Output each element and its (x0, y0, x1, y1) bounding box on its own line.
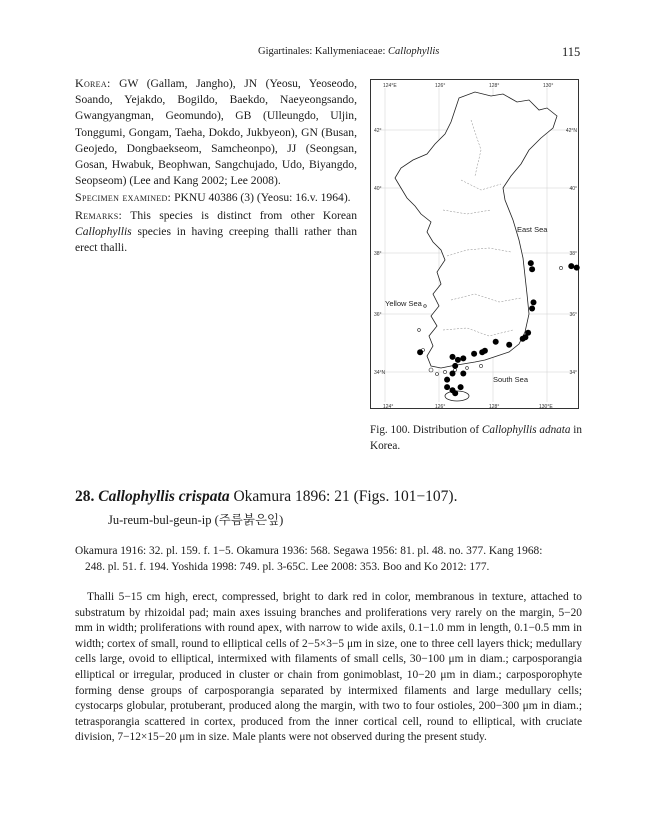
distribution-dot (506, 342, 512, 348)
lat-label: 38° (569, 251, 577, 257)
distribution-dot (452, 390, 458, 396)
references-line: 248. pl. 51. f. 194. Yoshida 1998: 749. pl. 3-65C. Lee 2008: 353. Boo and Ko 2012: 177. (85, 560, 490, 573)
specimen-paragraph: Specimen examined: PKNU 40386 (3) (Yeosu: 16.v. 1964). (75, 190, 351, 205)
distribution-map (370, 79, 579, 409)
distribution-dot (528, 260, 534, 266)
lon-labels-top (383, 83, 553, 89)
map-svg (371, 80, 580, 410)
korea-paragraph: Korea: GW (Gallam, Jangho), JN (Yeosu, Yeoseodo, Soando, Yejakdo, Bogildo, Baekdo, Naeyeongsando, Gwangyangman, Geomundo), GB (Ulleungdo, Uljin, Tonggumi, Gongam, Taeha, Dokdo, Jukbyeon), GN (Busan, Geojedo, Dongbaekseom, Samcheonpo), JJ (Seongsan, Gosan, Hwabuk, Beophwan, Sangchujado, Udo, Biyangdo, Seopseom) (Lee and Kang 2002; Lee 2008). (75, 76, 357, 188)
distribution-dot (444, 384, 450, 390)
lat-labels-right (566, 128, 578, 376)
distribution-dot (520, 336, 526, 342)
lat-label: 34°N (374, 370, 386, 376)
lat-label: 42° (374, 128, 382, 134)
east-sea-label: East Sea (517, 225, 548, 234)
lon-label: 128° (489, 404, 500, 410)
distribution-dot (531, 299, 537, 305)
references-line: Okamura 1916: 32. pl. 159. f. 1−5. Okamura 1936: 568. Segawa 1956: 81. pl. 48. no. 377. Kang 1968: (75, 545, 543, 557)
distribution-dot (455, 357, 461, 363)
lon-label: 128° (489, 83, 500, 89)
yellow-sea-label: Yellow Sea (385, 299, 422, 308)
distribution-dot (450, 371, 456, 377)
lat-labels-left (374, 128, 386, 376)
lat-label: 40° (569, 186, 577, 192)
lat-label: 42°N (565, 128, 577, 134)
lat-label: 36° (374, 312, 382, 318)
species-description: Thalli 5−15 cm high, erect, compressed, bright to dark red in color, membranous in texture, attached to substratum by rhizoidal pad; main axes issuing branches and proliferations very rarely on the margin, 5−20 mm in width; proliferations with round apex, with narrow to wide axils, 0.1−1.0 mm in length, 0.1−0.5 mm in width; cortex of small, round to elliptical cells of 2−5×3−5 μm in size, one to three cell layers thick; medullary cells large, ovoid to elliptical, intermixed with filaments of small cells, 30−100 μm in diam.; carposporangia elliptical or irregular, produced in cluster or chain from gonimoblast, 10−20 μm in diam.; carposporophyte forming dense groups of carposporangia separated by intermixed filaments and large medullary cells; cystocarps globular, protuberant, produced along the margin, with two to four ostioles, 200−300 μm in diam.; tetrasporangia scattered in cortex, produced from the inner cortical cell, round to elliptical, with cruciate division, 7−12×15−20 μm in size. Male plants were not observed during the present study. (75, 591, 582, 744)
distribution-dot (452, 363, 458, 369)
lat-label: 36° (569, 312, 577, 318)
distribution-dot (460, 371, 466, 377)
distribution-dot (493, 339, 499, 345)
figure-caption: Fig. 100. Distribution of Callophyllis adnata in Korea. (370, 424, 582, 452)
running-title: Gigartinales: Kallymeniaceae: Callophyllis (258, 46, 440, 57)
remarks-paragraph: Remarks: This species is distinct from other Korean Callophyllis species in having creeping thalli rather than erect thalli. (75, 207, 357, 255)
distribution-dot (471, 351, 477, 357)
distribution-dot (417, 349, 423, 355)
lon-label: 130° (543, 83, 554, 89)
distribution-dot (479, 349, 485, 355)
distribution-dot (574, 265, 580, 271)
page-number: 115 (562, 45, 581, 59)
lat-label: 34° (569, 370, 577, 376)
species-heading: 28. Callophyllis crispata Okamura 1896: 21 (Figs. 101−107). (75, 488, 458, 505)
lon-labels-bottom (383, 404, 553, 410)
distribution-dot (444, 377, 450, 383)
lat-label: 38° (374, 251, 382, 257)
distribution-dot (529, 306, 535, 312)
lon-label: 126° (435, 404, 446, 410)
lat-label: 40° (374, 186, 382, 192)
distribution-dot (529, 266, 535, 272)
lon-label: 124° (383, 404, 394, 410)
distribution-dot (568, 263, 574, 269)
left-column-text (75, 75, 357, 256)
lon-label: 124°E (383, 83, 397, 89)
lon-label: 126° (435, 83, 446, 89)
south-sea-label: South Sea (493, 375, 529, 384)
distribution-dot (458, 384, 464, 390)
distribution-dot (450, 354, 456, 360)
references (75, 544, 582, 575)
korean-name: Ju-reum-bul-geun-ip (주름붉은잎) (108, 513, 284, 527)
distribution-dot (460, 355, 466, 361)
lon-label: 130°E (539, 404, 553, 410)
